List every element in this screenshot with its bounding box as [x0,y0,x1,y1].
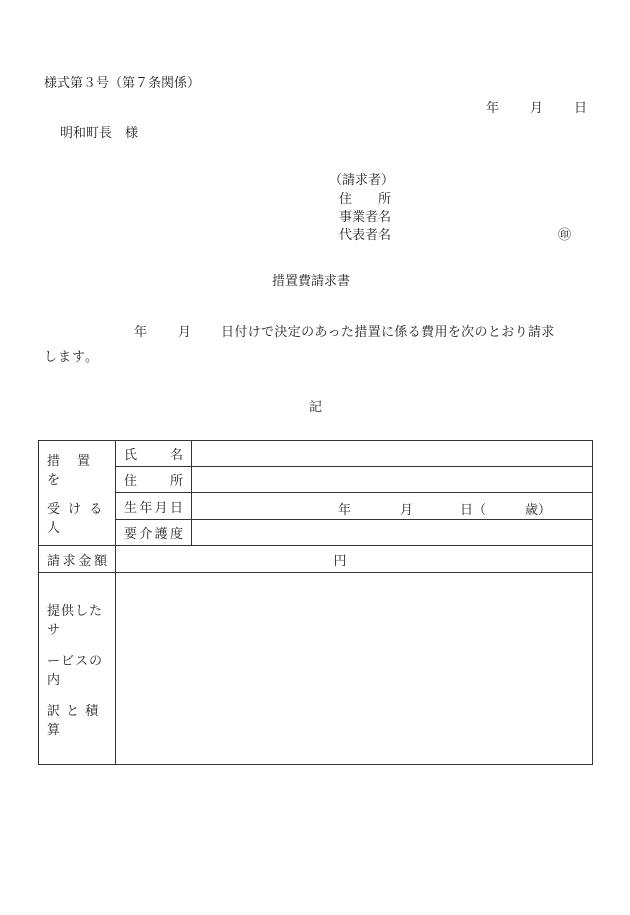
birth-year: 年 [338,503,352,518]
body-line1-rest: 日付けで決定のあった措置に係る費用を次のとおり請求 [221,325,555,340]
addressee: 明和町長 様 [60,126,139,141]
care-level-value[interactable] [192,520,593,546]
services-label: 提供したサ ービスの内 訳 と 積 算 [39,573,116,765]
address-value[interactable] [192,467,593,493]
care-level-label: 要 介 護 度 [116,520,192,546]
person-group-label: 措 置 を 受 け る 人 [39,441,116,546]
amount-value[interactable] [116,546,593,573]
address-row-label: 住 所 [116,467,192,493]
birth-day: 日（ [460,503,487,518]
business-name-label: 事業者名 [339,210,392,225]
seal-mark: ㊞ [558,228,572,243]
body-month: 月 [178,325,192,340]
request-table [38,440,593,765]
date-year: 年 [486,101,500,116]
table-row [39,573,593,765]
name-label: 氏 名 [116,441,192,467]
birth-month: 月 [400,503,414,518]
yen-unit: 円 [333,553,347,569]
name-value[interactable] [192,441,593,467]
representative-label: 代表者名 [339,228,392,243]
table-row [39,441,593,467]
date-month: 月 [530,101,544,116]
body-line2: します。 [44,350,99,365]
date-day: 日 [574,101,588,116]
form-number: 様式第３号（第７条関係） [44,76,201,91]
requester-heading: （請求者） [329,173,395,188]
table-row [39,493,593,520]
amount-label: 請 求 金 額 [39,546,116,573]
birth-age: 歳） [525,503,552,518]
body-year: 年 [134,325,148,340]
birth-label: 生 年 月 日 [116,493,192,520]
table-row [39,546,593,573]
table-row [39,467,593,493]
ki-mark: 記 [309,400,323,415]
table-row [39,520,593,546]
birth-value[interactable] [192,493,593,520]
document-title: 措置費請求書 [272,274,351,289]
address-label: 住 所 [339,192,391,207]
services-value[interactable] [116,573,593,765]
